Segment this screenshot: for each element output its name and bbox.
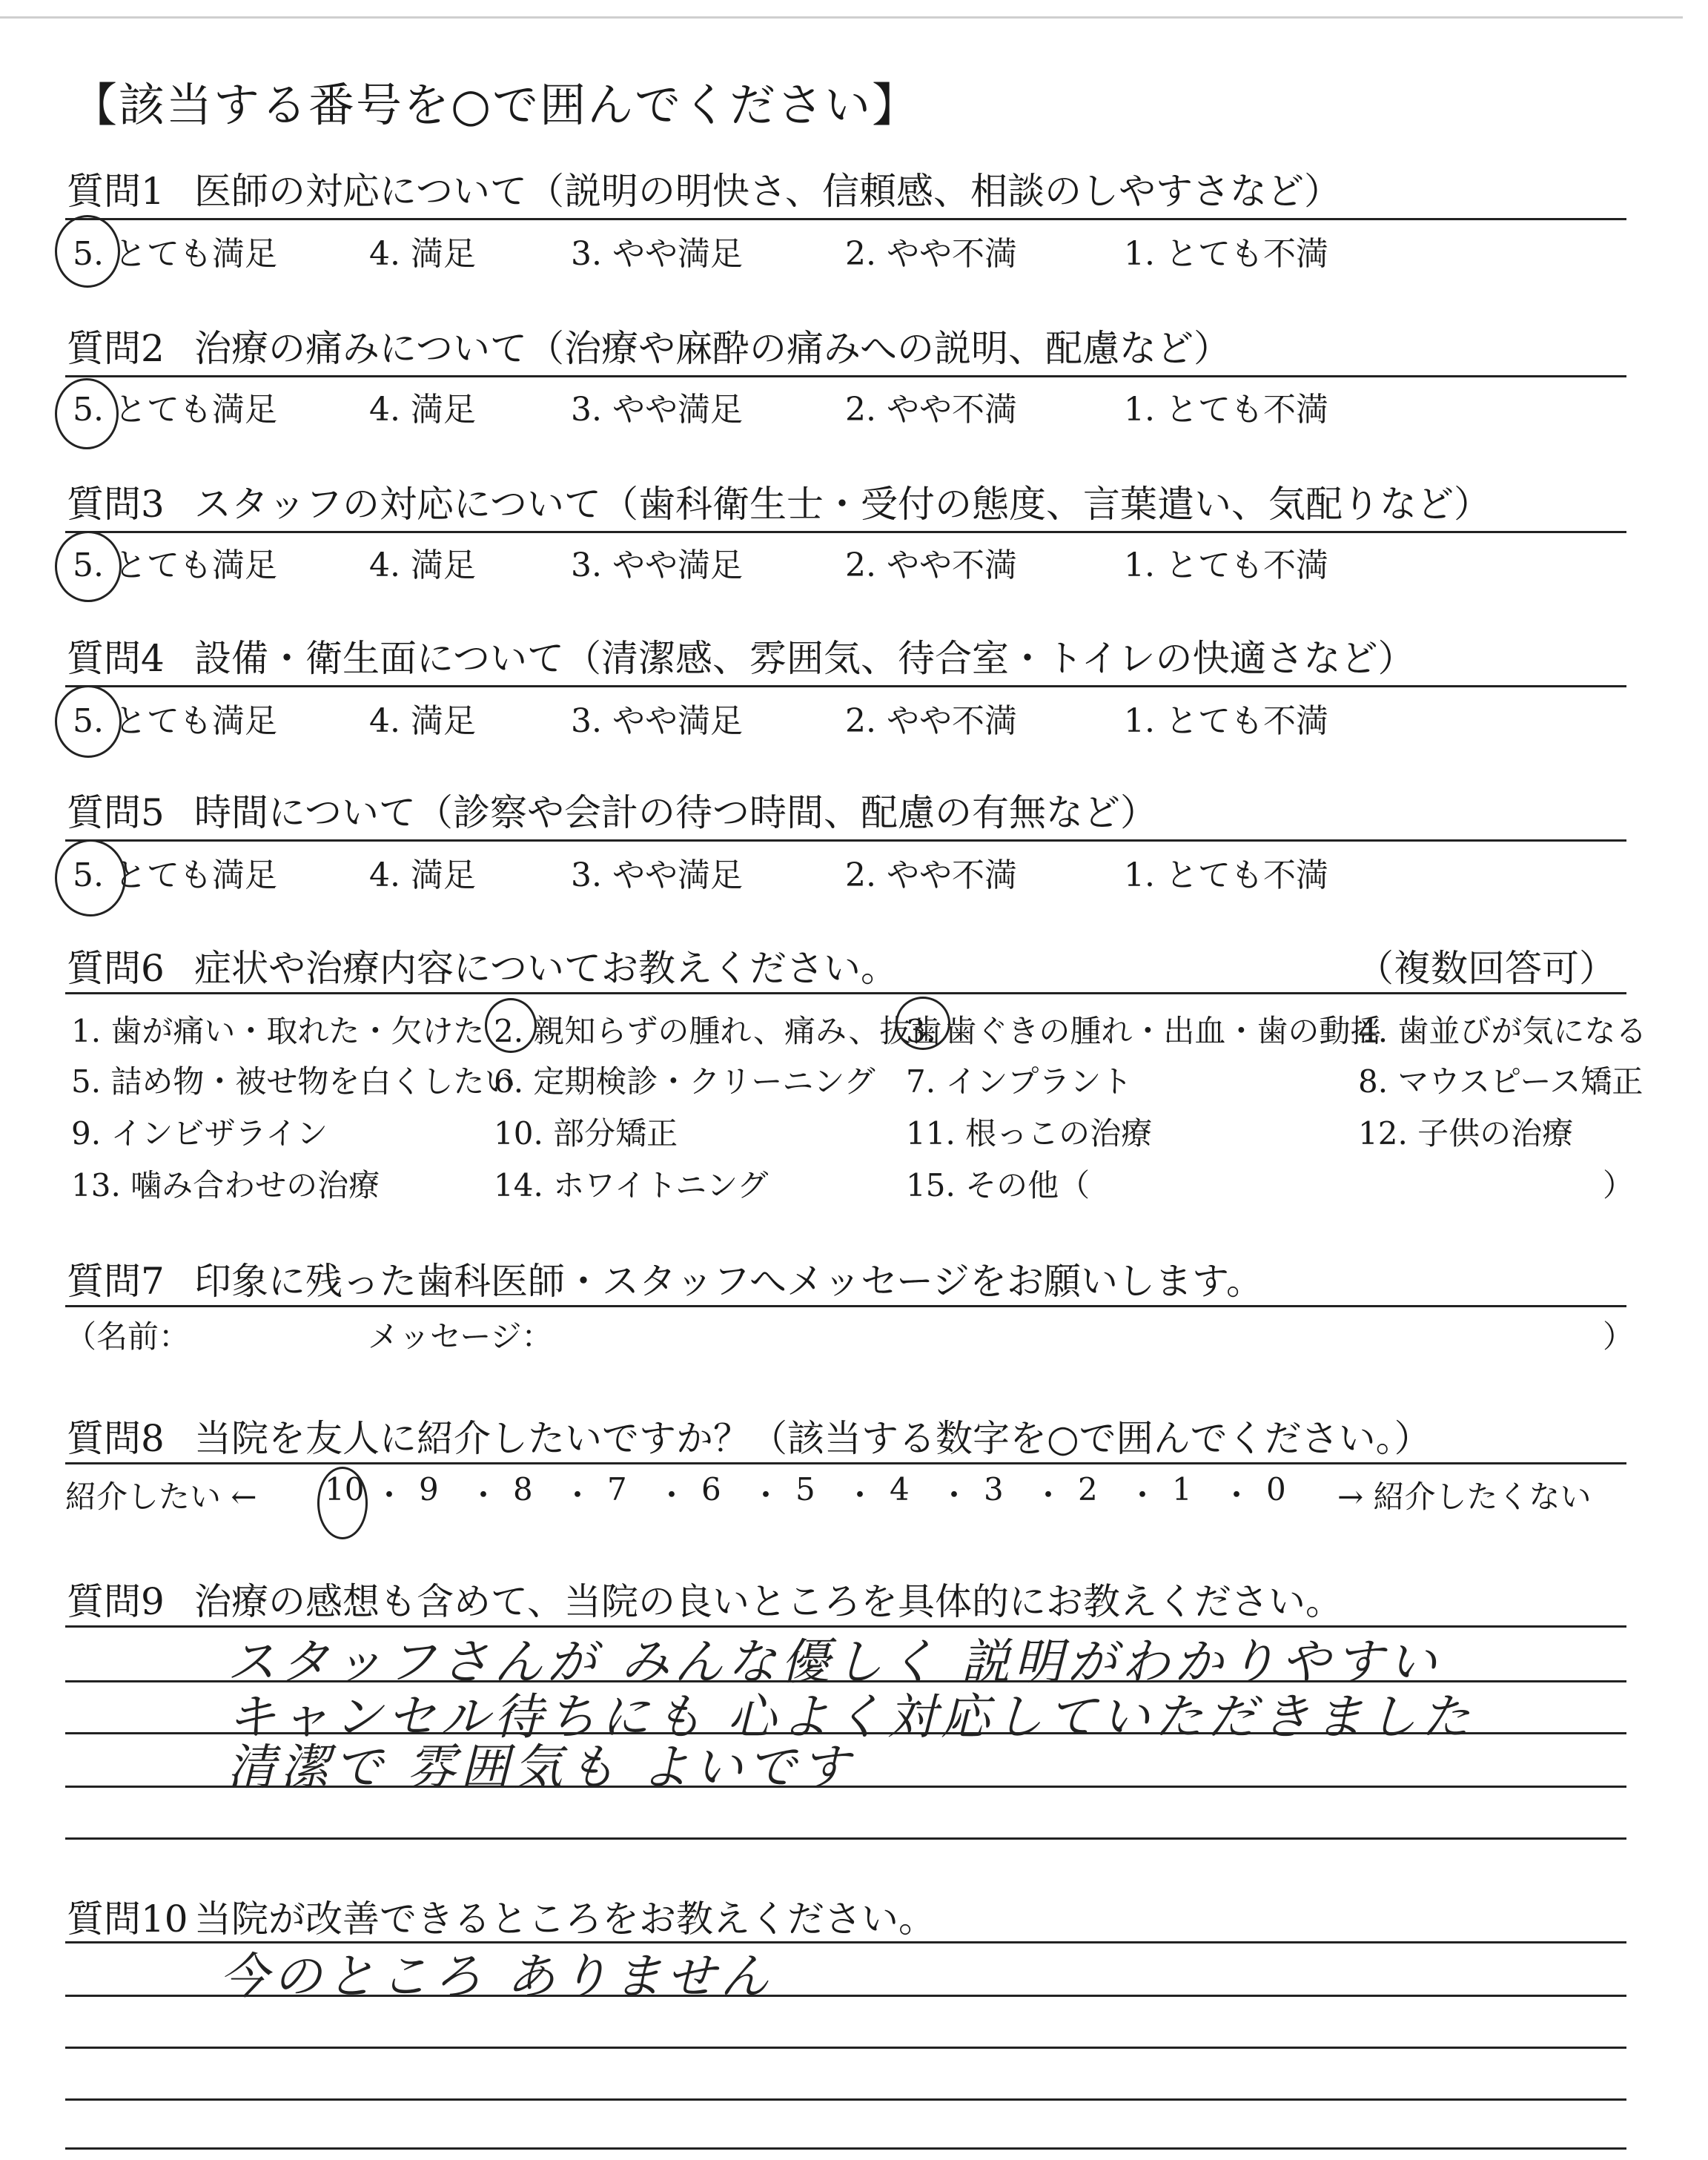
q3-option-3[interactable]: 3. やや満足	[571, 546, 743, 584]
q6-option-14[interactable]: 14. ホワイトニング	[494, 1167, 769, 1203]
q9-answer-line-2: キャンセル待ちにも 心よく対応していただきました	[227, 1688, 1474, 1745]
question-number: 質問5	[67, 791, 165, 834]
scale-separator-dot: ・	[374, 1477, 406, 1513]
question-text: 当院を友人に紹介したいですか？（該当する数字を○で囲んでください。）	[194, 1417, 1431, 1460]
scale-separator-dot: ・	[562, 1477, 594, 1513]
q6-option-4[interactable]: 4. 歯並びが気になる	[1358, 1013, 1647, 1049]
q2-option-1[interactable]: 1. とても不満	[1124, 391, 1328, 429]
q4-option-3[interactable]: 3. やや満足	[571, 702, 743, 740]
q6-option-5[interactable]: 5. 詰め物・被せ物を白くしたい	[71, 1063, 516, 1100]
writing-line	[65, 2147, 1626, 2150]
recommend-score-2[interactable]: 2	[1078, 1471, 1098, 1507]
question-number: 質問9	[67, 1580, 165, 1623]
question-number: 質問6	[67, 947, 165, 990]
q5-answer-circle	[55, 839, 126, 916]
q6-option-9[interactable]: 9. インビザライン	[71, 1115, 328, 1152]
q3-option-5[interactable]: 5. とても満足	[73, 546, 277, 584]
q6-option-3-circle	[896, 997, 950, 1050]
divider	[65, 992, 1626, 994]
recommend-score-10[interactable]: 10	[325, 1471, 365, 1507]
q3-option-1[interactable]: 1. とても不満	[1124, 546, 1328, 584]
question-number: 質問3	[67, 483, 165, 526]
question-1	[67, 162, 1341, 215]
question-text: 設備・衛生面について（清潔感、雰囲気、待合室・トイレの快適さなど）	[194, 637, 1415, 680]
divider	[65, 685, 1626, 687]
scale-separator-dot: ・	[468, 1477, 500, 1513]
question-text: 症状や治療内容についてお教えください。	[194, 947, 898, 990]
q6-option-3[interactable]: 3. 歯ぐきの腫れ・出血・歯の動揺	[906, 1013, 1382, 1049]
divider	[65, 218, 1626, 220]
message-close-paren: ）	[1603, 1318, 1635, 1355]
q3-answer-circle	[55, 531, 122, 602]
writing-line	[65, 2098, 1626, 2101]
q4-option-4[interactable]: 4. 満足	[369, 702, 476, 740]
q6-option-8[interactable]: 8. マウスピース矯正	[1358, 1063, 1644, 1100]
question-6	[67, 939, 898, 992]
q2-option-2[interactable]: 2. やや不満	[845, 391, 1017, 429]
question-number: 質問7	[67, 1260, 165, 1303]
question-text: 印象に残った歯科医師・スタッフへメッセージをお願いします。	[194, 1260, 1263, 1303]
q2-option-5[interactable]: 5. とても満足	[73, 391, 277, 429]
scale-separator-dot: ・	[1127, 1477, 1159, 1513]
question-text: スタッフの対応について（歯科衛生士・受付の態度、言葉遣い、気配りなど）	[194, 483, 1491, 526]
question-9	[67, 1572, 1343, 1625]
question-2	[67, 319, 1231, 372]
q1-option-5[interactable]: 5. とても満足	[73, 235, 277, 273]
recommend-answer-circle	[317, 1467, 368, 1539]
page-title: 【該当する番号を○で囲んでください】	[71, 78, 920, 132]
recommend-score-8[interactable]: 8	[513, 1471, 533, 1507]
q10-answer-line-1: 今のところ ありません	[219, 1948, 773, 2005]
q6-option-15-close: ）	[1603, 1167, 1635, 1203]
recommend-score-1[interactable]: 1	[1172, 1471, 1192, 1507]
recommend-score-7[interactable]: 7	[607, 1471, 627, 1507]
divider	[65, 375, 1626, 377]
q1-option-3[interactable]: 3. やや満足	[571, 235, 743, 273]
divider	[65, 531, 1626, 533]
q2-option-4[interactable]: 4. 満足	[369, 391, 476, 429]
question-7	[67, 1252, 1263, 1305]
q3-option-2[interactable]: 2. やや不満	[845, 546, 1017, 584]
question-text: 医師の対応について（説明の明快さ、信頼感、相談のしやすさなど）	[194, 170, 1341, 213]
scale-separator-dot: ・	[1033, 1477, 1065, 1513]
question-number: 質問2	[67, 327, 165, 370]
question-text: 治療の痛みについて（治療や麻酔の痛みへの説明、配慮など）	[194, 327, 1231, 370]
question-8	[67, 1409, 1431, 1462]
q9-answer-line-1: スタッフさんが みんな優しく 説明がわかりやすい	[227, 1634, 1441, 1691]
question-number: 質問10	[67, 1898, 188, 1941]
recommend-score-9[interactable]: 9	[419, 1471, 439, 1507]
question-3	[67, 475, 1491, 528]
scale-separator-dot: ・	[844, 1477, 876, 1513]
q4-option-2[interactable]: 2. やや不満	[845, 702, 1017, 740]
recommend-score-4[interactable]: 4	[890, 1471, 910, 1507]
q5-option-2[interactable]: 2. やや不満	[845, 856, 1017, 894]
q5-option-3[interactable]: 3. やや満足	[571, 856, 743, 894]
recommend-left-label: 紹介したい ←	[65, 1479, 257, 1515]
recommend-score-5[interactable]: 5	[795, 1471, 815, 1507]
question-text: 当院が改善できるところをお教えください。	[194, 1898, 936, 1941]
q3-option-4[interactable]: 4. 満足	[369, 546, 476, 584]
q6-option-15[interactable]: 15. その他（	[906, 1167, 1090, 1203]
q6-option-13[interactable]: 13. 噛み合わせの治療	[71, 1167, 380, 1203]
q6-option-2-circle	[485, 998, 537, 1053]
q1-answer-circle	[55, 215, 120, 288]
multiple-answers-note: （複数回答可）	[1357, 947, 1616, 990]
q1-option-2[interactable]: 2. やや不満	[845, 235, 1017, 273]
recommend-score-0[interactable]: 0	[1266, 1471, 1286, 1507]
question-number: 質問8	[67, 1417, 165, 1460]
message-label: メッセージ：	[368, 1318, 553, 1355]
q6-option-7[interactable]: 7. インプラント	[906, 1063, 1133, 1100]
q5-option-1[interactable]: 1. とても不満	[1124, 856, 1328, 894]
q6-option-11[interactable]: 11. 根っこの治療	[906, 1115, 1153, 1152]
q9-answer-line-3: 清潔で 雰囲気も よいです	[227, 1739, 854, 1796]
q6-option-1[interactable]: 1. 歯が痛い・取れた・欠けた	[71, 1013, 485, 1049]
q2-option-3[interactable]: 3. やや満足	[571, 391, 743, 429]
q6-option-2[interactable]: 2. 親知らずの腫れ、痛み、抜歯	[494, 1013, 942, 1049]
recommend-score-6[interactable]: 6	[701, 1471, 721, 1507]
question-4	[67, 629, 1415, 682]
q6-option-12[interactable]: 12. 子供の治療	[1358, 1115, 1574, 1152]
scale-separator-dot: ・	[939, 1477, 970, 1513]
question-5	[67, 783, 1157, 836]
q6-option-10[interactable]: 10. 部分矯正	[494, 1115, 678, 1152]
page-top-edge	[0, 16, 1683, 19]
scale-separator-dot: ・	[656, 1477, 688, 1513]
question-text: 時間について（診察や会計の待つ時間、配慮の有無など）	[194, 791, 1157, 834]
writing-line	[65, 1837, 1626, 1840]
q5-option-5[interactable]: 5. とても満足	[73, 856, 277, 894]
q6-option-6[interactable]: 6. 定期検診・クリーニング	[494, 1063, 875, 1100]
scale-separator-dot: ・	[1221, 1477, 1253, 1513]
divider	[65, 839, 1626, 842]
name-label: （名前：	[65, 1318, 191, 1355]
writing-line	[65, 2047, 1626, 2049]
recommend-score-3[interactable]: 3	[984, 1471, 1004, 1507]
scale-separator-dot: ・	[750, 1477, 782, 1513]
divider	[65, 1462, 1626, 1464]
q4-option-1[interactable]: 1. とても不満	[1124, 702, 1328, 740]
q5-option-4[interactable]: 4. 満足	[369, 856, 476, 894]
divider	[65, 1305, 1626, 1307]
q1-option-1[interactable]: 1. とても不満	[1124, 235, 1328, 273]
question-number: 質問1	[67, 170, 165, 213]
q2-answer-circle	[55, 378, 119, 449]
q4-answer-circle	[55, 685, 122, 758]
q4-option-5[interactable]: 5. とても満足	[73, 702, 277, 740]
question-text: 治療の感想も含めて、当院の良いところを具体的にお教えください。	[194, 1580, 1343, 1623]
question-number: 質問4	[67, 637, 165, 680]
recommend-right-label: → 紹介したくない	[1337, 1479, 1592, 1515]
question-10	[67, 1889, 936, 1943]
q1-option-4[interactable]: 4. 満足	[369, 235, 476, 273]
